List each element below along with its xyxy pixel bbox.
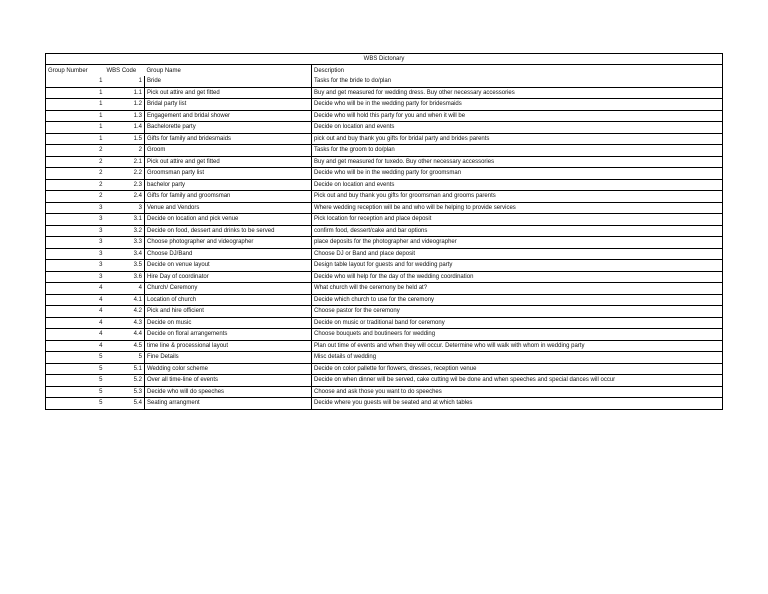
group-number-cell: 1 <box>46 110 105 122</box>
header-group-number: Group Number <box>46 65 105 77</box>
group-number-cell: 3 <box>46 225 105 237</box>
group-number-cell: 5 <box>46 386 105 398</box>
group-number-cell: 2 <box>46 179 105 191</box>
description-cell: Tasks for the bride to do/plan <box>312 76 723 87</box>
group-name-cell: Church/ Ceremony <box>145 283 312 295</box>
group-number-cell: 4 <box>46 283 105 295</box>
description-cell: Decide on color pallette for flowers, dresses, reception venue <box>312 363 723 375</box>
description-cell: Decide who will be in the wedding party for groomsman <box>312 168 723 180</box>
group-number-cell: 2 <box>46 156 105 168</box>
table-row <box>46 260 723 272</box>
group-number-cell: 4 <box>46 329 105 341</box>
table-row <box>46 283 723 295</box>
group-name-cell: Bridal party list <box>145 99 312 111</box>
group-number-cell: 1 <box>46 87 105 99</box>
description-cell: Pick out and buy thank you gifts for groomsman and grooms parents <box>312 191 723 203</box>
group-name-cell: Pick out attire and get fitted <box>145 156 312 168</box>
group-name-cell: Groomsman party list <box>145 168 312 180</box>
description-cell: Buy and get measured for tuxedo. Buy other necessary accessories <box>312 156 723 168</box>
wbs-code-cell: 3 <box>105 202 145 214</box>
wbs-code-cell: 5.3 <box>105 386 145 398</box>
description-cell: Decide on location and events <box>312 122 723 134</box>
group-name-cell: Decide on floral arrangements <box>145 329 312 341</box>
description-cell: Choose DJ or Band and place deposit <box>312 248 723 260</box>
group-name-cell: Over all time-line of events <box>145 375 312 387</box>
table-row <box>46 363 723 375</box>
group-number-cell: 5 <box>46 352 105 364</box>
group-name-cell: bachelor party <box>145 179 312 191</box>
table-row <box>46 179 723 191</box>
description-cell: Decide on music or traditional band for ceremony <box>312 317 723 329</box>
description-cell: Tasks for the groom to do/plan <box>312 145 723 157</box>
table-row <box>46 145 723 157</box>
group-name-cell: Gifts for family and groomsman <box>145 191 312 203</box>
group-number-cell: 5 <box>46 363 105 375</box>
group-name-cell: Venue and Vendors <box>145 202 312 214</box>
description-cell: Buy and get measured for wedding dress. Buy other necessary accessories <box>312 87 723 99</box>
description-cell: Misc details of wedding <box>312 352 723 364</box>
group-number-cell: 3 <box>46 237 105 249</box>
wbs-code-cell: 4 <box>105 283 145 295</box>
table-row <box>46 317 723 329</box>
group-number-cell: 3 <box>46 248 105 260</box>
description-cell: What church will the ceremony be held at? <box>312 283 723 295</box>
table-row <box>46 99 723 111</box>
wbs-code-cell: 4.5 <box>105 340 145 352</box>
group-number-cell: 2 <box>46 168 105 180</box>
description-cell: confirm food, dessert/cake and bar options <box>312 225 723 237</box>
description-cell: Choose and ask those you want to do speeches <box>312 386 723 398</box>
group-number-cell: 5 <box>46 375 105 387</box>
spreadsheet <box>45 53 722 410</box>
table-row <box>46 214 723 226</box>
header-description: Description <box>312 65 723 77</box>
wbs-code-cell: 4.4 <box>105 329 145 341</box>
group-number-cell: 4 <box>46 306 105 318</box>
table-row <box>46 398 723 410</box>
wbs-code-cell: 4.1 <box>105 294 145 306</box>
wbs-code-cell: 2.4 <box>105 191 145 203</box>
title-row <box>46 54 723 65</box>
wbs-code-cell: 1.4 <box>105 122 145 134</box>
table-row <box>46 352 723 364</box>
group-number-cell: 1 <box>46 99 105 111</box>
group-name-cell: Groom <box>145 145 312 157</box>
group-name-cell: Decide on music <box>145 317 312 329</box>
wbs-code-cell: 2 <box>105 145 145 157</box>
description-cell: Decide where you guests will be seated and at which tables <box>312 398 723 410</box>
wbs-code-cell: 4.3 <box>105 317 145 329</box>
wbs-code-cell: 5.1 <box>105 363 145 375</box>
group-number-cell: 5 <box>46 398 105 410</box>
group-number-cell: 4 <box>46 317 105 329</box>
table-row <box>46 294 723 306</box>
description-cell: place deposits for the photographer and videographer <box>312 237 723 249</box>
group-name-cell: Bachelorette party <box>145 122 312 134</box>
description-cell: Pick location for reception and place deposit <box>312 214 723 226</box>
group-number-cell: 3 <box>46 260 105 272</box>
group-number-cell: 1 <box>46 122 105 134</box>
table-row <box>46 375 723 387</box>
wbs-code-cell: 2.2 <box>105 168 145 180</box>
description-cell: Design table layout for guests and for wedding party <box>312 260 723 272</box>
description-cell: Decide on location and events <box>312 179 723 191</box>
group-name-cell: Gifts for family and bridesmaids <box>145 133 312 145</box>
wbs-code-cell: 3.3 <box>105 237 145 249</box>
description-cell: Decide which church to use for the ceremony <box>312 294 723 306</box>
wbs-code-cell: 2.3 <box>105 179 145 191</box>
group-number-cell: 3 <box>46 271 105 283</box>
wbs-code-cell: 3.5 <box>105 260 145 272</box>
table-row <box>46 110 723 122</box>
wbs-code-cell: 3.6 <box>105 271 145 283</box>
group-name-cell: Decide on venue layout <box>145 260 312 272</box>
table-row <box>46 225 723 237</box>
description-cell: Decide who will hold this party for you and when it will be <box>312 110 723 122</box>
group-name-cell: Decide who will do speeches <box>145 386 312 398</box>
table-row <box>46 248 723 260</box>
description-cell: Choose pastor for the ceremony <box>312 306 723 318</box>
description-cell: Plan out time of events and when they will occur. Determine who will walk with whom in wedding party <box>312 340 723 352</box>
table-row <box>46 87 723 99</box>
wbs-code-cell: 2.1 <box>105 156 145 168</box>
wbs-code-cell: 1.1 <box>105 87 145 99</box>
group-name-cell: Engagement and bridal shower <box>145 110 312 122</box>
group-name-cell: Location of church <box>145 294 312 306</box>
wbs-code-cell: 1.3 <box>105 110 145 122</box>
wbs-code-cell: 4.2 <box>105 306 145 318</box>
table-row <box>46 191 723 203</box>
wbs-code-cell: 5.2 <box>105 375 145 387</box>
wbs-code-cell: 5.4 <box>105 398 145 410</box>
group-number-cell: 1 <box>46 76 105 87</box>
group-name-cell: time line & processional layout <box>145 340 312 352</box>
group-name-cell: Pick and hire officient <box>145 306 312 318</box>
table-body <box>46 65 723 410</box>
wbs-code-cell: 1.5 <box>105 133 145 145</box>
description-cell: Decide who will help for the day of the wedding coordination <box>312 271 723 283</box>
group-name-cell: Choose DJ/Band <box>145 248 312 260</box>
group-name-cell: Choose photographer and videographer <box>145 237 312 249</box>
wbs-code-cell: 3.1 <box>105 214 145 226</box>
group-number-cell: 4 <box>46 294 105 306</box>
description-cell: Decide who will be in the wedding party for bridesmaids <box>312 99 723 111</box>
group-number-cell: 1 <box>46 133 105 145</box>
wbs-table <box>45 53 723 410</box>
description-cell: Where wedding reception will be and who will be helping to provide services <box>312 202 723 214</box>
group-name-cell: Hire Day of coordinator <box>145 271 312 283</box>
wbs-code-cell: 1 <box>105 76 145 87</box>
description-cell: Choose bouquets and boutineers for wedding <box>312 329 723 341</box>
group-name-cell: Wedding color scheme <box>145 363 312 375</box>
group-number-cell: 2 <box>46 191 105 203</box>
table-title: WBS Dictonary <box>46 54 723 65</box>
table-row <box>46 340 723 352</box>
table-row <box>46 156 723 168</box>
description-cell: pick out and buy thank you gifts for bridal party and brides parents <box>312 133 723 145</box>
group-name-cell: Seating arrangment <box>145 398 312 410</box>
wbs-code-cell: 5 <box>105 352 145 364</box>
table-row <box>46 237 723 249</box>
group-name-cell: Decide on location and pick venue <box>145 214 312 226</box>
header-row <box>46 65 723 77</box>
table-row <box>46 386 723 398</box>
table-row <box>46 329 723 341</box>
wbs-code-cell: 1.2 <box>105 99 145 111</box>
table-row <box>46 306 723 318</box>
table-row <box>46 202 723 214</box>
group-name-cell: Decide on food, dessert and drinks to be served <box>145 225 312 237</box>
group-name-cell: Pick out attire and get fitted <box>145 87 312 99</box>
description-cell: Decide on when dinner will be served, cake cutting wil be done and when speeches and special dances will occur <box>312 375 723 387</box>
group-number-cell: 4 <box>46 340 105 352</box>
wbs-code-cell: 3.2 <box>105 225 145 237</box>
wbs-code-cell: 3.4 <box>105 248 145 260</box>
group-name-cell: Bride <box>145 76 312 87</box>
table-row <box>46 271 723 283</box>
table-row <box>46 133 723 145</box>
table-row <box>46 168 723 180</box>
table-row <box>46 76 723 87</box>
table-row <box>46 122 723 134</box>
group-number-cell: 3 <box>46 202 105 214</box>
group-number-cell: 2 <box>46 145 105 157</box>
header-group-name: Group Name <box>146 67 181 74</box>
group-number-cell: 3 <box>46 214 105 226</box>
group-name-cell: Fine Details <box>145 352 312 364</box>
header-wbs-code: WBS Code <box>106 67 137 74</box>
